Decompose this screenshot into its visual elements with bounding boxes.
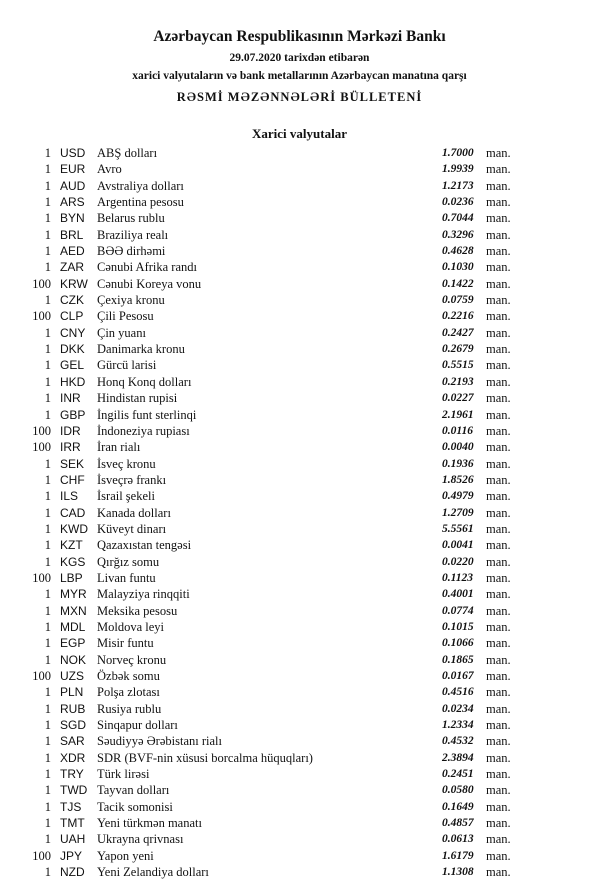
- table-row: [0, 782, 599, 798]
- table-row: [0, 684, 599, 700]
- currency-name: Cənubi Koreya vonu: [97, 276, 202, 291]
- currency-name: Danimarka kronu: [97, 342, 185, 357]
- currency-name: Belarus rublu: [97, 211, 165, 226]
- exchange-rate: 0.2193: [442, 375, 474, 388]
- rate-unit: man.: [486, 799, 511, 814]
- table-row: [0, 635, 599, 651]
- unit-count: 1: [44, 652, 51, 667]
- unit-count: 100: [32, 423, 51, 438]
- table-row: [0, 439, 599, 455]
- table-row: [0, 276, 599, 292]
- currency-name: İsveç kronu: [97, 456, 156, 471]
- currency-code: IRR: [60, 440, 81, 455]
- currency-name: Çexiya kronu: [97, 293, 165, 308]
- currency-name: Avstraliya dolları: [97, 178, 184, 193]
- unit-count: 1: [44, 587, 51, 602]
- table-row: [0, 325, 599, 341]
- currency-code: JPY: [60, 848, 83, 863]
- table-row: [0, 521, 599, 537]
- currency-name: Honq Konq dolları: [97, 374, 192, 389]
- currency-code: TWD: [60, 783, 88, 798]
- currency-name: Gürcü larisi: [97, 358, 157, 373]
- currency-name: İndoneziya rupiası: [97, 423, 190, 438]
- exchange-rate: 2.1961: [442, 408, 474, 421]
- currency-code: CAD: [60, 505, 86, 520]
- currency-name: Ukrayna qrivnası: [97, 832, 184, 847]
- unit-count: 1: [44, 538, 51, 553]
- exchange-rate: 0.2451: [442, 768, 474, 781]
- table-row: [0, 227, 599, 243]
- exchange-rate: 1.8526: [442, 473, 474, 486]
- currency-name: Sinqapur dolları: [97, 718, 178, 733]
- currency-code: GEL: [60, 358, 85, 373]
- rate-unit: man.: [486, 440, 511, 455]
- currency-code: NZD: [60, 865, 85, 880]
- currency-code: ILS: [60, 489, 79, 504]
- rate-unit: man.: [486, 832, 511, 847]
- rate-unit: man.: [486, 505, 511, 520]
- unit-count: 1: [44, 162, 51, 177]
- exchange-rate: 0.0116: [442, 424, 473, 437]
- unit-count: 1: [44, 701, 51, 716]
- table-row: [0, 668, 599, 684]
- exchange-rate: 0.0234: [442, 702, 474, 715]
- exchange-rate: 0.4532: [442, 735, 474, 748]
- exchange-rate: 1.7000: [442, 147, 474, 159]
- currency-code: CZK: [60, 293, 84, 308]
- currency-code: TMT: [60, 816, 85, 831]
- currency-name: İngilis funt sterlinqi: [97, 407, 197, 422]
- rate-unit: man.: [486, 603, 511, 618]
- unit-count: 100: [32, 570, 51, 585]
- unit-count: 1: [44, 685, 51, 700]
- rate-unit: man.: [486, 260, 511, 275]
- table-row: [0, 161, 599, 177]
- exchange-rate: 0.5515: [442, 359, 474, 372]
- unit-count: 1: [44, 195, 51, 210]
- rate-unit: man.: [486, 407, 511, 422]
- currency-code: RUB: [60, 701, 86, 716]
- currency-name: Yapon yeni: [97, 848, 154, 863]
- exchange-rate: 0.0236: [442, 196, 474, 209]
- currency-code: SEK: [60, 456, 85, 471]
- currency-code: TRY: [60, 767, 84, 782]
- table-row: [0, 456, 599, 472]
- currency-name: Tacik somonisi: [97, 799, 173, 814]
- currency-name: Yeni türkmən manatı: [97, 816, 202, 831]
- currency-code: USD: [60, 146, 86, 160]
- rate-unit: man.: [486, 178, 511, 193]
- table-row: [0, 603, 599, 619]
- unit-count: 1: [44, 227, 51, 242]
- currency-code: KRW: [60, 276, 88, 291]
- currency-name: Küveyt dinarı: [97, 521, 167, 536]
- currency-code: LBP: [60, 570, 83, 585]
- exchange-rate: 0.0040: [442, 441, 474, 454]
- table-row: [0, 619, 599, 635]
- currency-code: IDR: [60, 423, 81, 438]
- table-row: [0, 848, 599, 864]
- rate-unit: man.: [486, 325, 511, 340]
- currency-name: Yeni Zelandiya dolları: [97, 865, 209, 880]
- unit-count: 1: [44, 554, 51, 569]
- rate-unit: man.: [486, 685, 511, 700]
- currency-name: ABŞ dolları: [97, 146, 158, 160]
- currency-name: Hindistan rupisi: [97, 391, 178, 406]
- table-row: [0, 472, 599, 488]
- table-row: [0, 178, 599, 194]
- currency-code: HKD: [60, 374, 86, 389]
- table-row: [0, 717, 599, 733]
- currency-code: SAR: [60, 734, 85, 749]
- currency-name: Braziliya realı: [97, 227, 169, 242]
- unit-count: 1: [44, 342, 51, 357]
- currency-code: MYR: [60, 587, 87, 602]
- table-row: [0, 357, 599, 373]
- exchange-rate: 0.0167: [442, 670, 474, 682]
- currency-name: Polşa zlotası: [97, 685, 160, 700]
- bulletin-subtitle: xarici valyutaların və bank metallarının Azərbaycan manatına qarşı: [132, 70, 467, 82]
- unit-count: 100: [32, 309, 51, 324]
- currency-code: ZAR: [60, 260, 84, 275]
- currency-code: BYN: [60, 211, 85, 226]
- currency-name: İsrail şekeli: [97, 489, 155, 504]
- rate-unit: man.: [486, 652, 511, 667]
- exchange-rate: 0.0759: [442, 294, 474, 307]
- unit-count: 1: [44, 505, 51, 520]
- rate-unit: man.: [486, 293, 511, 308]
- exchange-rate: 0.4628: [442, 245, 474, 258]
- currency-code: SGD: [60, 718, 87, 733]
- currency-code: EGP: [60, 636, 86, 651]
- currency-name: Misir funtu: [97, 636, 154, 651]
- currency-name: Çin yuanı: [97, 325, 146, 340]
- rate-unit: man.: [486, 767, 511, 782]
- exchange-rate: 0.2427: [442, 326, 474, 339]
- rate-unit: man.: [486, 619, 511, 634]
- currency-code: INR: [60, 391, 81, 406]
- unit-count: 1: [44, 734, 51, 749]
- unit-count: 1: [44, 293, 51, 308]
- currency-name: Qazaxıstan tengəsi: [97, 538, 192, 553]
- currency-code: UZS: [60, 669, 84, 683]
- effective-date: 29.07.2020 tarixdən etibarən: [229, 52, 370, 64]
- rate-unit: man.: [486, 816, 511, 831]
- exchange-rate: 0.4979: [442, 490, 474, 503]
- exchange-rate: 0.4001: [442, 588, 474, 601]
- exchange-rate: 2.3894: [442, 751, 474, 764]
- unit-count: 1: [44, 767, 51, 782]
- currency-code: CLP: [60, 309, 84, 324]
- rate-unit: man.: [486, 587, 511, 602]
- section-title: Xarici valyutalar: [252, 126, 347, 141]
- table-row: [0, 652, 599, 668]
- currency-name: Özbək somu: [97, 669, 160, 683]
- rate-unit: man.: [486, 848, 511, 863]
- exchange-rate: 0.1422: [442, 277, 474, 290]
- rate-unit: man.: [486, 358, 511, 373]
- unit-count: 1: [44, 456, 51, 471]
- unit-count: 100: [32, 440, 51, 455]
- exchange-rate: 0.1123: [442, 571, 473, 584]
- unit-count: 1: [44, 391, 51, 406]
- exchange-rate: 0.4516: [442, 686, 474, 699]
- bulletin-heading: RƏSMİ MƏZƏNNƏLƏRİ BÜLLETENİ: [176, 90, 423, 104]
- rate-unit: man.: [486, 521, 511, 536]
- unit-count: 1: [44, 211, 51, 226]
- table-row: [0, 488, 599, 504]
- unit-count: 1: [44, 603, 51, 618]
- rate-unit: man.: [486, 423, 511, 438]
- unit-count: 1: [44, 358, 51, 373]
- currency-code: CNY: [60, 325, 86, 340]
- currency-name: Çili Pesosu: [97, 309, 154, 324]
- currency-code: MDL: [60, 619, 86, 634]
- table-row: [0, 390, 599, 406]
- rate-unit: man.: [486, 750, 511, 765]
- table-row: [0, 815, 599, 831]
- rate-unit: man.: [486, 718, 511, 733]
- table-row: [0, 701, 599, 717]
- unit-count: 1: [44, 178, 51, 193]
- table-row: [0, 733, 599, 749]
- rate-unit: man.: [486, 342, 511, 357]
- exchange-rate: 0.0041: [442, 539, 474, 552]
- rate-unit: man.: [486, 309, 511, 324]
- unit-count: 1: [44, 718, 51, 733]
- rate-unit: man.: [486, 554, 511, 569]
- unit-count: 1: [44, 799, 51, 814]
- rate-unit: man.: [486, 865, 511, 880]
- unit-count: 1: [44, 816, 51, 831]
- exchange-rate: 0.2216: [442, 310, 474, 323]
- rate-unit: man.: [486, 570, 511, 585]
- currency-code: NOK: [60, 652, 87, 667]
- exchange-rate: 5.5561: [442, 522, 474, 535]
- rate-unit: man.: [486, 391, 511, 406]
- currency-name: Rusiya rublu: [97, 701, 162, 716]
- table-row: [0, 259, 599, 275]
- exchange-rate: 1.6179: [442, 849, 474, 862]
- currency-name: Tayvan dolları: [97, 783, 170, 798]
- rate-unit: man.: [486, 244, 511, 259]
- currency-name: Qırğız somu: [97, 554, 160, 569]
- unit-count: 1: [44, 636, 51, 651]
- exchange-rate: 0.1015: [442, 620, 474, 633]
- exchange-rate: 1.2173: [442, 179, 474, 192]
- rate-unit: man.: [486, 701, 511, 716]
- unit-count: 1: [44, 750, 51, 765]
- exchange-rate: 0.3296: [442, 228, 474, 241]
- currency-name: Norveç kronu: [97, 652, 167, 667]
- table-row: [0, 194, 599, 210]
- exchange-rate: 0.0580: [442, 784, 474, 797]
- rate-unit: man.: [486, 195, 511, 210]
- rate-unit: man.: [486, 211, 511, 226]
- exchange-rate: 0.0220: [442, 555, 474, 568]
- exchange-rate: 0.0774: [442, 604, 474, 617]
- currency-code: AED: [60, 244, 85, 259]
- unit-count: 1: [44, 832, 51, 847]
- exchange-rate: 0.1030: [442, 261, 474, 274]
- table-row: [0, 766, 599, 782]
- currency-code: XDR: [60, 750, 86, 765]
- table-row: [0, 243, 599, 259]
- unit-count: 1: [44, 244, 51, 259]
- unit-count: 1: [44, 407, 51, 422]
- currency-code: PLN: [60, 685, 84, 700]
- unit-count: 1: [44, 146, 51, 160]
- rate-unit: man.: [486, 456, 511, 471]
- exchange-rate: 1.9939: [442, 163, 474, 176]
- rate-unit: man.: [486, 472, 511, 487]
- currency-name: Argentina pesosu: [97, 195, 184, 210]
- unit-count: 1: [44, 619, 51, 634]
- currency-code: KGS: [60, 554, 86, 569]
- unit-count: 1: [44, 374, 51, 389]
- table-row: [0, 586, 599, 602]
- unit-count: 1: [44, 325, 51, 340]
- rate-unit: man.: [486, 538, 511, 553]
- currency-name: Avro: [97, 162, 122, 177]
- rate-unit: man.: [486, 374, 511, 389]
- exchange-rate: 0.4857: [442, 817, 474, 830]
- unit-count: 1: [44, 783, 51, 798]
- currency-name: İsveçrə frankı: [97, 472, 167, 487]
- currency-code: EUR: [60, 162, 86, 177]
- currency-code: KZT: [60, 538, 83, 553]
- table-row: [0, 570, 599, 586]
- currency-name: Meksika pesosu: [97, 603, 178, 618]
- exchange-rate: 1.1308: [442, 866, 474, 879]
- exchange-rate: 0.0613: [442, 833, 474, 846]
- table-row: [0, 554, 599, 570]
- table-row: [0, 505, 599, 521]
- exchange-rate: 0.1865: [442, 653, 474, 666]
- rate-unit: man.: [486, 734, 511, 749]
- currency-code: ARS: [60, 195, 85, 210]
- table-row: [0, 750, 599, 766]
- currency-name: Səudiyyə Ərəbistanı rialı: [97, 734, 222, 749]
- table-row: [0, 374, 599, 390]
- table-row: [0, 292, 599, 308]
- currency-name: BƏƏ dirhəmi: [97, 244, 166, 259]
- table-row: [0, 407, 599, 423]
- rate-unit: man.: [486, 489, 511, 504]
- table-row: [0, 864, 599, 880]
- rate-unit: man.: [486, 783, 511, 798]
- exchange-rate: 0.7044: [442, 212, 474, 225]
- currency-code: UAH: [60, 832, 86, 847]
- exchange-rate: 0.0227: [442, 392, 474, 405]
- rates-table: [0, 145, 599, 880]
- exchange-rate: 0.1066: [442, 637, 474, 650]
- unit-count: 100: [32, 669, 51, 683]
- exchange-rate: 1.2334: [442, 719, 474, 732]
- currency-code: KWD: [60, 521, 88, 536]
- unit-count: 100: [32, 276, 51, 291]
- currency-name: SDR (BVF-nin xüsusi borcalma hüquqları): [97, 750, 313, 765]
- rate-unit: man.: [486, 669, 511, 683]
- currency-name: İran rialı: [97, 440, 141, 455]
- unit-count: 100: [32, 848, 51, 863]
- exchange-rate: 0.1936: [442, 457, 474, 470]
- rate-unit: man.: [486, 636, 511, 651]
- currency-code: TJS: [60, 799, 82, 814]
- exchange-rate: 1.2709: [442, 506, 474, 519]
- currency-name: Kanada dolları: [97, 505, 171, 520]
- currency-code: AUD: [60, 178, 86, 193]
- rate-unit: man.: [486, 276, 511, 291]
- currency-code: CHF: [60, 472, 85, 487]
- currency-code: BRL: [60, 227, 84, 242]
- unit-count: 1: [44, 260, 51, 275]
- table-row: [0, 210, 599, 226]
- exchange-rate: 0.1649: [442, 800, 474, 813]
- currency-name: Moldova leyi: [97, 619, 165, 634]
- bank-title: Azərbaycan Respublikasının Mərkəzi Bankı: [153, 28, 446, 45]
- table-row: [0, 537, 599, 553]
- currency-code: GBP: [60, 407, 86, 422]
- rate-unit: man.: [486, 162, 511, 177]
- currency-code: DKK: [60, 342, 85, 357]
- rate-unit: man.: [486, 146, 511, 160]
- table-row: [0, 341, 599, 357]
- currency-code: MXN: [60, 603, 87, 618]
- table-row: [0, 423, 599, 439]
- unit-count: 1: [44, 865, 51, 880]
- currency-name: Cənubi Afrika randı: [97, 260, 197, 275]
- table-row: [0, 831, 599, 847]
- exchange-rate: 0.2679: [442, 343, 474, 356]
- currency-name: Malayziya rinqqiti: [97, 587, 190, 602]
- rate-unit: man.: [486, 227, 511, 242]
- currency-name: Livan funtu: [97, 570, 156, 585]
- table-row: [0, 145, 599, 161]
- unit-count: 1: [44, 521, 51, 536]
- unit-count: 1: [44, 472, 51, 487]
- table-row: [0, 308, 599, 324]
- table-row: [0, 799, 599, 815]
- currency-name: Türk lirəsi: [97, 767, 150, 782]
- unit-count: 1: [44, 489, 51, 504]
